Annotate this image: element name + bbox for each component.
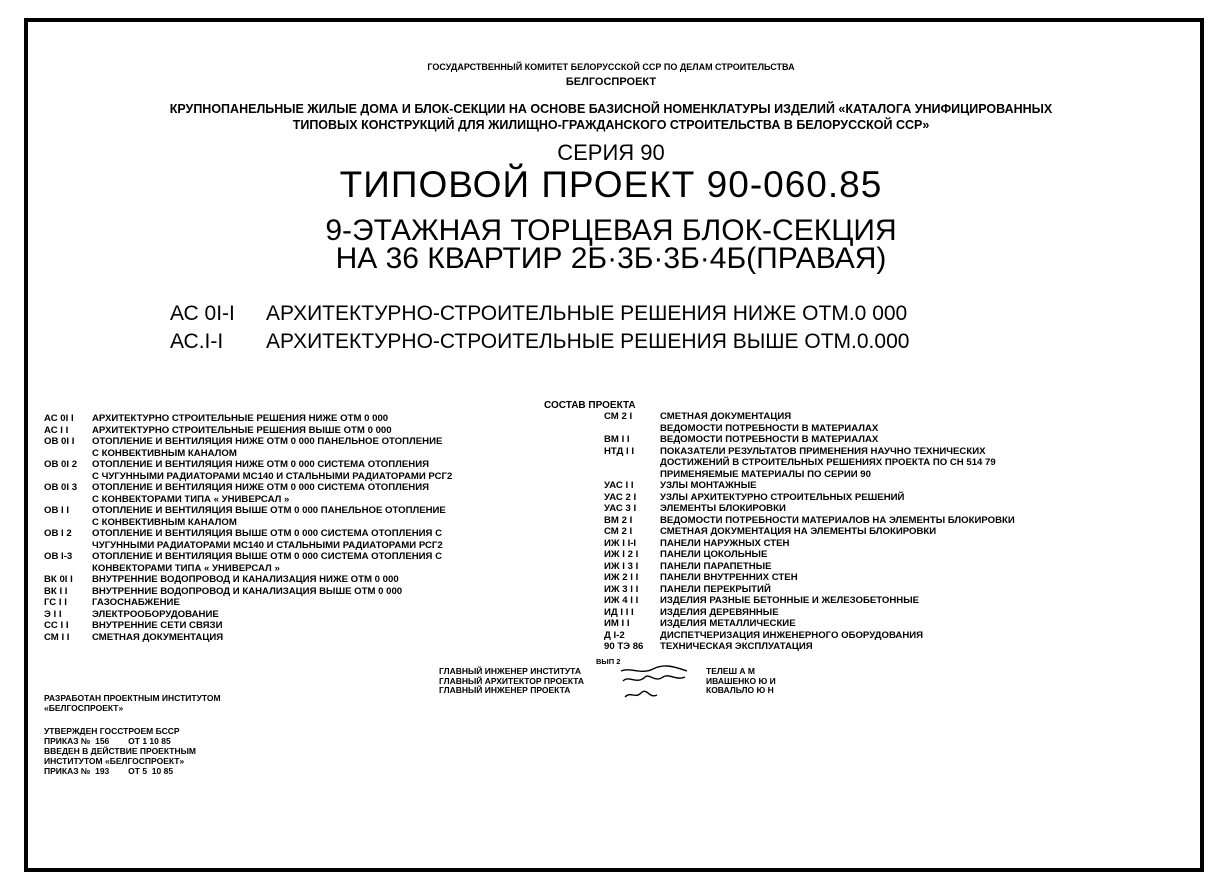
composition-code: ИЖ I I-I	[604, 537, 637, 549]
composition-code: ОВ I I	[44, 505, 70, 516]
composition-code: ИЖ 4 I I	[604, 595, 639, 606]
composition-text: ПАНЕЛИ ПЕРЕКРЫТИЙ	[660, 583, 771, 595]
composition-item	[44, 609, 584, 621]
composition-text: ВНУТРЕННИЕ ВОДОПРОВОД И КАНАЛИЗАЦИЯ ВЫШЕ ОТМ 0 000	[92, 585, 403, 597]
composition-text: АРХИТЕКТУРНО СТРОИТЕЛЬНЫЕ РЕШЕНИЯ НИЖЕ ОТМ 0 000	[92, 413, 389, 424]
composition-text: ЭЛЕМЕНТЫ БЛОКИРОВКИ	[660, 503, 786, 514]
composition-code: УАС I I	[604, 480, 634, 491]
composition-code: 90 ТЭ 86	[604, 641, 644, 652]
composition-text: ОТОПЛЕНИЕ И ВЕНТИЛЯЦИЯ НИЖЕ ОТМ 0 000 СИСТЕМА ОТОПЛЕНИЯ	[92, 482, 429, 493]
composition-text: ПАНЕЛИ ЦОКОЛЬНЫЕ	[660, 549, 768, 560]
composition-code: УАС 3 I	[604, 503, 637, 514]
composition-text: ОТОПЛЕНИЕ И ВЕНТИЛЯЦИЯ ВЫШЕ ОТМ 0 000 СИСТЕМА ОТОПЛЕНИЯ С	[92, 551, 443, 562]
composition-text: ПАНЕЛИ НАРУЖНЫХ СТЕН	[660, 537, 790, 549]
composition-item	[44, 471, 584, 483]
signature-name: ТЕЛЕШ А М	[706, 666, 755, 676]
composition-item	[604, 411, 1174, 423]
signature-names	[706, 667, 776, 696]
composition-text: С КОНВЕКТИВНЫМ КАНАЛОМ	[92, 516, 237, 528]
composition-code: ОВ 0I 2	[44, 459, 78, 470]
signature-roles	[439, 667, 584, 696]
composition-code: СМ 2 I	[604, 411, 633, 422]
developer-line: «БЕЛГОСПРОЕКТ»	[44, 703, 124, 713]
composition-text: ПАНЕЛИ ПАРАПЕТНЫЕ	[660, 560, 772, 572]
description-line-2: ТИПОВЫХ КОНСТРУКЦИЙ ДЛЯ ЖИЛИЩНО-ГРАЖДАНСКОГО СТРОИТЕЛЬСТВА В БЕЛОРУССКОЙ ССР»	[292, 118, 930, 132]
composition-code: ИМ I I	[604, 618, 630, 629]
enactment-order: ПРИКАЗ № 193 ОТ 5 10 85	[44, 766, 174, 776]
composition-item	[44, 540, 584, 552]
building-title-line-2: НА 36 КВАРТИР 2Б·3Б·3Б·4Б(ПРАВАЯ)	[335, 242, 887, 275]
composition-item	[44, 574, 584, 586]
composition-text: ОТОПЛЕНИЕ И ВЕНТИЛЯЦИЯ ВЫШЕ ОТМ 0 000 СИСТЕМА ОТОПЛЕНИЯ С	[92, 528, 443, 539]
composition-text: КОНВЕКТОРАМИ ТИПА « УНИВЕРСАЛ »	[92, 562, 280, 574]
composition-item	[604, 469, 1174, 481]
composition-text: ПОКАЗАТЕЛИ РЕЗУЛЬТАТОВ ПРИМЕНЕНИЯ НАУЧНО ТЕХНИЧЕСКИХ	[660, 445, 986, 457]
composition-text: УЗЛЫ МОНТАЖНЫЕ	[660, 480, 757, 491]
composition-text: АРХИТЕКТУРНО СТРОИТЕЛЬНЫЕ РЕШЕНИЯ ВЫШЕ ОТМ 0 000	[92, 424, 392, 436]
composition-item	[44, 632, 584, 644]
composition-text: ЭЛЕКТРООБОРУДОВАНИЕ	[92, 608, 219, 620]
composition-item	[604, 549, 1174, 561]
composition-text: СМЕТНАЯ ДОКУМЕНТАЦИЯ	[660, 411, 792, 422]
composition-text: ПРИМЕНЯЕМЫЕ МАТЕРИАЛЫ ПО СЕРИИ 90	[660, 468, 871, 480]
composition-text: ОТОПЛЕНИЕ И ВЕНТИЛЯЦИЯ НИЖЕ ОТМ 0 000 ПАНЕЛЬНОЕ ОТОПЛЕНИЕ	[92, 436, 443, 447]
composition-item	[44, 517, 584, 529]
composition-item	[44, 413, 584, 425]
composition-item	[44, 459, 584, 471]
composition-text: СМЕТНАЯ ДОКУМЕНТАЦИЯ	[92, 631, 224, 643]
album-code: АС 0I-I	[170, 302, 235, 325]
left-composition-list	[44, 413, 584, 643]
signature-role: ГЛАВНЫЙ АРХИТЕКТОР ПРОЕКТА	[439, 675, 585, 686]
composition-item	[44, 448, 584, 460]
enactment-line: ВВЕДЕН В ДЕЙСТВИЕ ПРОЕКТНЫМ	[44, 746, 196, 756]
composition-text: С КОНВЕКТОРАМИ ТИПА « УНИВЕРСАЛ »	[92, 493, 290, 505]
composition-item	[44, 620, 584, 632]
composition-text: ЧУГУННЫМИ РАДИАТОРАМИ МС140 И СТАЛЬНЫМИ РАДИАТОРАМИ РСГ2	[92, 539, 443, 551]
composition-item	[44, 482, 584, 494]
composition-text: ДИСПЕТЧЕРИЗАЦИЯ ИНЖЕНЕРНОГО ОБОРУДОВАНИЯ	[660, 629, 924, 641]
composition-item	[44, 528, 584, 540]
composition-item	[604, 561, 1174, 573]
building-title-line-1: 9-ЭТАЖНАЯ ТОРЦЕВАЯ БЛОК-СЕКЦИЯ	[325, 214, 897, 247]
composition-code: ИЖ 2 I I	[604, 572, 639, 583]
enactment-line: ИНСТИТУТОМ «БЕЛГОСПРОЕКТ»	[44, 756, 185, 766]
composition-item	[604, 446, 1174, 458]
composition-text: С КОНВЕКТИВНЫМ КАНАЛОМ	[92, 447, 237, 459]
composition-text: ИЗДЕЛИЯ РАЗНЫЕ БЕТОННЫЕ И ЖЕЛЕЗОБЕТОННЫЕ	[660, 595, 920, 606]
composition-item	[604, 480, 1174, 492]
composition-item	[604, 618, 1174, 630]
composition-code: ОВ 0I I	[44, 436, 75, 447]
composition-code: ГС I I	[44, 597, 67, 608]
signature-name: ИВАШЕНКО Ю И	[706, 675, 776, 686]
composition-text: ВЕДОМОСТИ ПОТРЕБНОСТИ В МАТЕРИАЛАХ	[660, 422, 879, 434]
composition-text: ВЕДОМОСТИ ПОТРЕБНОСТИ МАТЕРИАЛОВ НА ЭЛЕМЕНТЫ БЛОКИРОВКИ	[660, 514, 1015, 526]
composition-code: ОВ I-3	[44, 551, 73, 562]
composition-code: АС I I	[44, 424, 69, 436]
signature-role: ГЛАВНЫЙ ИНЖЕНЕР ИНСТИТУТА	[439, 666, 581, 676]
committee-name: ГОСУДАРСТВЕННЫЙ КОМИТЕТ БЕЛОРУССКОЙ ССР ПО ДЕЛАМ СТРОИТЕЛЬСТВА	[427, 62, 795, 72]
composition-item	[44, 505, 584, 517]
composition-item	[44, 586, 584, 598]
composition-code: ОВ 0I 3	[44, 482, 78, 493]
composition-code: СМ I I	[44, 631, 70, 643]
composition-code: ИЖ 3 I I	[604, 583, 639, 595]
composition-item	[604, 572, 1174, 584]
composition-code: ВК I I	[44, 585, 68, 597]
composition-code: СС I I	[44, 620, 69, 631]
composition-text: ТЕХНИЧЕСКАЯ ЭКСПЛУАТАЦИЯ	[660, 641, 813, 652]
approval-order: ПРИКАЗ № 156 ОТ 1 10 85	[44, 736, 171, 746]
composition-item	[604, 434, 1174, 446]
composition-item	[44, 436, 584, 448]
album-title: АРХИТЕКТУРНО-СТРОИТЕЛЬНЫЕ РЕШЕНИЯ ВЫШЕ ОТМ.0.000	[266, 330, 910, 353]
composition-text: ДОСТИЖЕНИЙ В СТРОИТЕЛЬНЫХ РЕШЕНИЯХ ПРОЕКТА ПО СН 514 79	[660, 457, 996, 468]
composition-item	[44, 494, 584, 506]
composition-text: ПАНЕЛИ ВНУТРЕННИХ СТЕН	[660, 572, 798, 583]
composition-item	[44, 597, 584, 609]
composition-item	[604, 595, 1174, 607]
composition-code: СМ 2 I	[604, 526, 633, 537]
composition-text: ИЗДЕЛИЯ ДЕРЕВЯННЫЕ	[660, 606, 779, 618]
album-row	[170, 302, 907, 326]
developer-block	[44, 693, 221, 713]
handwritten-signatures	[619, 665, 699, 705]
composition-code: ИЖ I 2 I	[604, 549, 639, 560]
composition-text: ИЗДЕЛИЯ МЕТАЛЛИЧЕСКИЕ	[660, 618, 796, 629]
composition-code: Э I I	[44, 608, 62, 620]
composition-item	[604, 584, 1174, 596]
composition-item	[44, 425, 584, 437]
composition-item	[604, 423, 1174, 435]
edition-label: ВЫП 2	[596, 657, 621, 666]
signature-role: ГЛАВНЫЙ ИНЖЕНЕР ПРОЕКТА	[439, 685, 571, 695]
composition-text: С ЧУГУННЫМИ РАДИАТОРАМИ МС140 И СТАЛЬНЫМИ РАДИАТОРАМИ РСГ2	[92, 470, 453, 482]
composition-code: Д I-2	[604, 629, 625, 641]
composition-item	[604, 641, 1174, 653]
composition-item	[604, 515, 1174, 527]
composition-code: НТД I I	[604, 445, 635, 457]
series-title: СЕРИЯ 90	[557, 140, 665, 165]
composition-code: АС 0I I	[44, 413, 74, 424]
album-title: АРХИТЕКТУРНО-СТРОИТЕЛЬНЫЕ РЕШЕНИЯ НИЖЕ ОТМ.0 000	[266, 302, 908, 325]
composition-item	[604, 457, 1174, 469]
organization-name: БЕЛГОСПРОЕКТ	[565, 76, 657, 88]
composition-item	[44, 563, 584, 575]
composition-code: ИД I I I	[604, 606, 634, 618]
approval-block	[44, 726, 196, 776]
composition-item	[604, 607, 1174, 619]
composition-item	[44, 551, 584, 563]
composition-text: ВНУТРЕННИЕ ВОДОПРОВОД И КАНАЛИЗАЦИЯ НИЖЕ ОТМ 0 000	[92, 574, 399, 585]
composition-title: СОСТАВ ПРОЕКТА	[544, 400, 636, 411]
project-title: ТИПОВОЙ ПРОЕКТ 90-060.85	[339, 164, 883, 205]
developer-line: РАЗРАБОТАН ПРОЕКТНЫМ ИНСТИТУТОМ	[44, 693, 221, 703]
composition-text: УЗЛЫ АРХИТЕКТУРНО СТРОИТЕЛЬНЫХ РЕШЕНИЙ	[660, 491, 905, 503]
composition-text: СМЕТНАЯ ДОКУМЕНТАЦИЯ НА ЭЛЕМЕНТЫ БЛОКИРОВКИ	[660, 526, 937, 537]
composition-text: ВЕДОМОСТИ ПОТРЕБНОСТИ В МАТЕРИАЛАХ	[660, 434, 879, 445]
composition-item	[604, 526, 1174, 538]
approval-line: УТВЕРЖДЕН ГОССТРОЕМ БССР	[44, 726, 180, 736]
composition-code: ВМ 2 I	[604, 514, 633, 526]
composition-code: ОВ I 2	[44, 528, 72, 539]
composition-text: ГАЗОСНАБЖЕНИЕ	[92, 597, 180, 608]
composition-code: ВМ I I	[604, 434, 630, 445]
composition-item	[604, 503, 1174, 515]
composition-item	[604, 492, 1174, 504]
composition-text: ВНУТРЕННИЕ СЕТИ СВЯЗИ	[92, 620, 223, 631]
title-sheet	[44, 40, 1178, 840]
composition-item	[604, 538, 1174, 550]
composition-code: ИЖ I 3 I	[604, 560, 639, 572]
right-composition-list	[604, 411, 1174, 653]
composition-text: ОТОПЛЕНИЕ И ВЕНТИЛЯЦИЯ НИЖЕ ОТМ 0 000 СИСТЕМА ОТОПЛЕНИЯ	[92, 459, 429, 470]
composition-code: УАС 2 I	[604, 491, 637, 503]
signature-name: КОВАЛЬЛО Ю Н	[706, 685, 774, 695]
composition-code: ВК 0I I	[44, 574, 73, 585]
composition-item	[604, 630, 1174, 642]
album-code: АС.I-I	[170, 330, 224, 353]
description-line-1: КРУПНОПАНЕЛЬНЫЕ ЖИЛЫЕ ДОМА И БЛОК-СЕКЦИИ НА ОСНОВЕ БАЗИСНОЙ НОМЕНКЛАТУРЫ ИЗДЕЛИЙ «КАТАЛОГА УНИФИЦИРОВАННЫХ	[169, 102, 1053, 116]
album-row	[170, 330, 909, 354]
composition-text: ОТОПЛЕНИЕ И ВЕНТИЛЯЦИЯ ВЫШЕ ОТМ 0 000 ПАНЕЛЬНОЕ ОТОПЛЕНИЕ	[92, 505, 446, 516]
